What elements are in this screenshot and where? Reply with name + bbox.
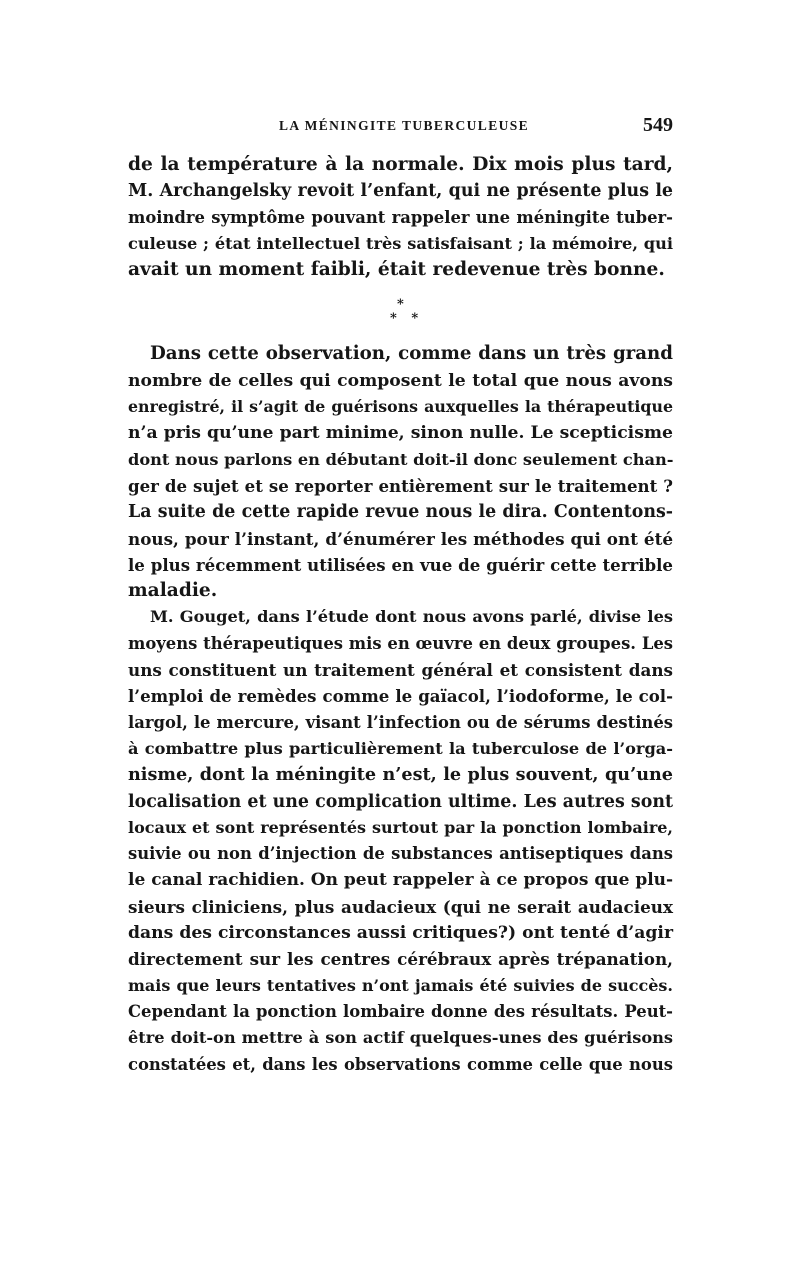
text-line: suivie ou non d’injection de substances antiseptiques dans xyxy=(128,844,673,864)
text-line: enregistré, il s’agit de guérisons auxquelles la thérapeutique xyxy=(128,397,673,417)
text-line: nous, pour l’instant, d’énumérer les méthodes qui ont été xyxy=(128,528,673,549)
running-title: LA MÉNINGITE TUBERCULEUSE xyxy=(279,118,530,133)
text-line: nisme, dont la méningite n’est, le plus souvent, qu’une xyxy=(128,764,673,786)
text-line: maladie. xyxy=(128,580,218,602)
text-line: le canal rachidien. On peut rappeler à ce propos que plu- xyxy=(128,870,674,891)
text-line: avait un moment faibli, était redevenue très bonne. xyxy=(128,259,665,281)
text-line: uns constituent un traitement général et consistent dans xyxy=(128,660,673,681)
text-line: constatées et, dans les observations comme celle que nous xyxy=(128,1054,673,1074)
text-line: n’a pris qu’une part minime, sinon nulle. Le scepticisme xyxy=(128,423,673,444)
text-line: Cependant la ponction lombaire donne des résultats. Peut- xyxy=(128,1001,673,1021)
text-line: largol, le mercure, visant l’infection ou de sérums destinés xyxy=(128,712,673,732)
text-line: sieurs cliniciens, plus audacieux (qui ne serait audacieux xyxy=(128,896,673,917)
text-line: le plus récemment utilisées en vue de guérir cette terrible xyxy=(128,554,673,575)
asterism-section-break xyxy=(128,283,673,341)
paragraph-gouget xyxy=(128,604,673,1077)
page-number: 549 xyxy=(643,114,673,136)
text-line: locaux et sont représentés surtout par la ponction lombaire, xyxy=(128,817,673,837)
text-line: être doit-on mettre à son actif quelques-unes des guérisons xyxy=(128,1028,673,1048)
text-line: moyens thérapeutiques mis en œuvre en deux groupes. Les xyxy=(128,633,673,653)
text-line: directement sur les centres cérébraux après trépanation, xyxy=(128,949,673,970)
text-line: l’emploi de remèdes comme le gaïacol, l’iodoforme, le col- xyxy=(128,686,673,707)
text-line: nombre de celles qui composent le total que nous avons xyxy=(128,370,673,391)
asterism-top-star: * xyxy=(397,297,404,313)
text-line: dont nous parlons en débutant doit-il donc seulement chan- xyxy=(128,449,674,469)
text-line: dans des circonstances aussi critiques?) ont tenté d’agir xyxy=(128,923,673,944)
text-line: Dans cette observation, comme dans un très grand xyxy=(150,343,673,365)
text-line: localisation et une complication ultime. Les autres sont xyxy=(128,791,673,812)
paragraph-observation xyxy=(128,341,673,604)
text-line: de la température à la normale. Dix mois plus tard, xyxy=(128,154,673,175)
text-line: mais que leurs tentatives n’ont jamais été suivies de succès. xyxy=(128,975,673,995)
text-line: M. Archangelsky revoit l’enfant, qui ne présente plus le xyxy=(128,181,673,202)
text-line: M. Gouget, dans l’étude dont nous avons parlé, divise les xyxy=(150,607,673,627)
text-line: à combattre plus particulièrement la tuberculose de l’orga- xyxy=(128,738,673,758)
paragraph-continuation xyxy=(128,152,673,283)
text-line: La suite de cette rapide revue nous le dira. Contentons- xyxy=(128,502,673,523)
asterism-bottom-stars: * * xyxy=(390,311,424,327)
text-line: moindre symptôme pouvant rappeler une méningite tuber- xyxy=(128,207,673,227)
running-head xyxy=(128,112,673,142)
book-page xyxy=(128,112,673,1078)
text-line: culeuse ; état intellectuel très satisfaisant ; la mémoire, qui xyxy=(128,233,673,253)
text-line: ger de sujet et se reporter entièrement sur le traitement ? xyxy=(128,475,673,496)
